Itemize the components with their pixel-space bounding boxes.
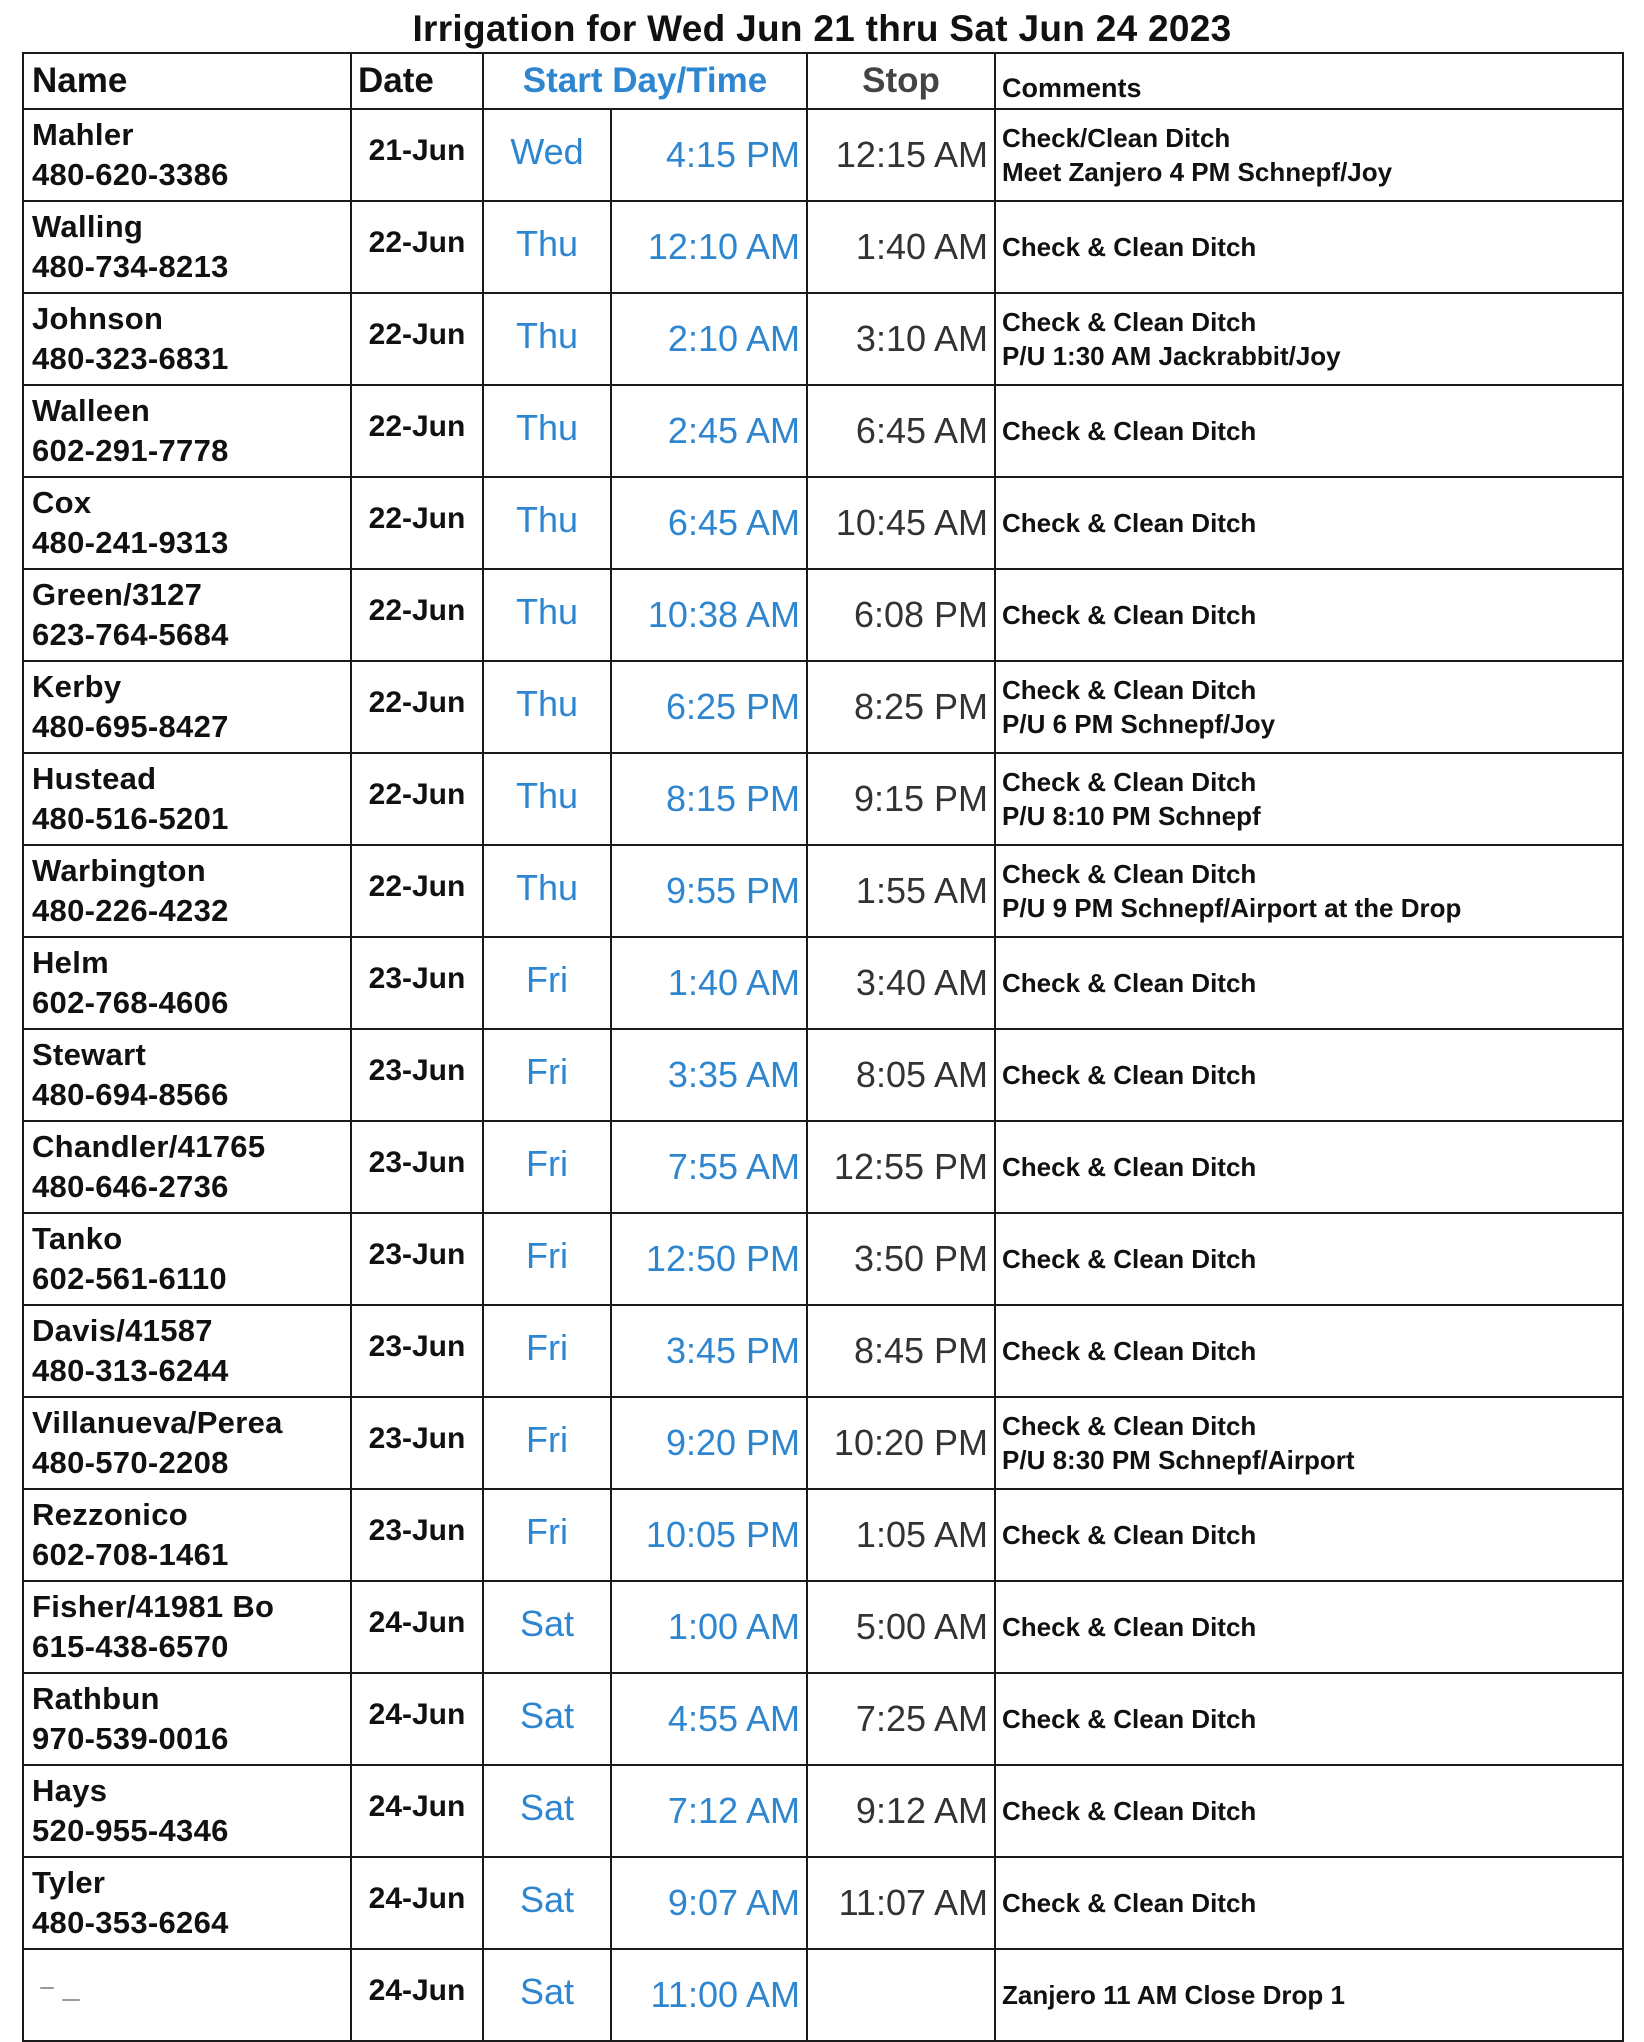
start-time-cell: 2:10 AM — [611, 293, 807, 385]
date-cell: 21-Jun — [351, 109, 483, 201]
phone-number: 480-313-6244 — [32, 1353, 229, 1388]
start-day-cell: Fri — [483, 1397, 611, 1489]
start-time-cell: 12:10 AM — [611, 201, 807, 293]
comment-line-1: Check & Clean Ditch — [1002, 675, 1257, 705]
comments-cell — [995, 293, 1623, 385]
comment-line-1: Check & Clean Ditch — [1002, 416, 1257, 446]
phone-number: 480-646-2736 — [32, 1169, 229, 1204]
person-name: Green/3127 — [32, 577, 203, 612]
date-cell: 24-Jun — [351, 1857, 483, 1949]
comments-cell — [995, 753, 1623, 845]
person-name: Walleen — [32, 393, 151, 428]
start-day-cell: Fri — [483, 1489, 611, 1581]
stop-time-cell: 10:20 PM — [807, 1397, 995, 1489]
stop-time-cell: 3:10 AM — [807, 293, 995, 385]
name-cell — [23, 1305, 351, 1397]
start-time-cell: 4:55 AM — [611, 1673, 807, 1765]
comment-line-2: P/U 8:30 PM Schnepf/Airport — [1002, 1445, 1355, 1475]
table-row — [23, 1305, 1623, 1397]
comments-cell — [995, 1581, 1623, 1673]
comment-line-1: Zanjero 11 AM Close Drop 1 — [1002, 1980, 1345, 2010]
date-cell: 23-Jun — [351, 1305, 483, 1397]
start-day-cell: Wed — [483, 109, 611, 201]
start-day-cell: Thu — [483, 661, 611, 753]
comment-line-1: Check/Clean Ditch — [1002, 123, 1231, 153]
person-name: Walling — [32, 209, 144, 244]
start-day-cell: Fri — [483, 1213, 611, 1305]
start-day-cell: Sat — [483, 1581, 611, 1673]
comments-cell — [995, 569, 1623, 661]
start-time-cell: 11:00 AM — [611, 1949, 807, 2041]
stop-time-cell: 3:50 PM — [807, 1213, 995, 1305]
stop-time-cell: 9:12 AM — [807, 1765, 995, 1857]
stop-time-cell: 7:25 AM — [807, 1673, 995, 1765]
person-name: Warbington — [32, 853, 207, 888]
name-cell — [23, 569, 351, 661]
phone-number: 602-291-7778 — [32, 433, 229, 468]
stop-time-cell: 6:45 AM — [807, 385, 995, 477]
header-name: Name — [23, 53, 351, 109]
date-cell: 23-Jun — [351, 1121, 483, 1213]
person-name: Chandler/41765 — [32, 1129, 266, 1164]
date-cell: 24-Jun — [351, 1949, 483, 2041]
comments-cell — [995, 1213, 1623, 1305]
comments-cell — [995, 201, 1623, 293]
comments-cell — [995, 937, 1623, 1029]
person-name: Fisher/41981 Bo — [32, 1589, 275, 1624]
person-name: Kerby — [32, 669, 122, 704]
table-row — [23, 753, 1623, 845]
person-name: Helm — [32, 945, 110, 980]
name-cell — [23, 1765, 351, 1857]
stop-time-cell: 10:45 AM — [807, 477, 995, 569]
comments-cell — [995, 845, 1623, 937]
phone-number: 480-226-4232 — [32, 893, 229, 928]
person-name: Stewart — [32, 1037, 147, 1072]
name-cell — [23, 1673, 351, 1765]
date-cell: 22-Jun — [351, 661, 483, 753]
person-name: Hustead — [32, 761, 157, 796]
date-cell: 22-Jun — [351, 753, 483, 845]
start-time-cell: 12:50 PM — [611, 1213, 807, 1305]
comment-line-1: Check & Clean Ditch — [1002, 859, 1257, 889]
start-day-cell: Thu — [483, 753, 611, 845]
phone-number: 615-438-6570 — [32, 1629, 229, 1664]
name-cell — [23, 293, 351, 385]
comment-line-1: Check & Clean Ditch — [1002, 1244, 1257, 1274]
comment-line-1: Check & Clean Ditch — [1002, 968, 1257, 998]
stop-time-cell: 3:40 AM — [807, 937, 995, 1029]
comment-line-1: Check & Clean Ditch — [1002, 307, 1257, 337]
phone-number: 623-764-5684 — [32, 617, 229, 652]
start-time-cell: 3:45 PM — [611, 1305, 807, 1397]
comments-cell — [995, 661, 1623, 753]
table-row — [23, 1029, 1623, 1121]
comments-cell — [995, 477, 1623, 569]
start-time-cell: 3:35 AM — [611, 1029, 807, 1121]
date-cell: 23-Jun — [351, 1029, 483, 1121]
name-cell — [23, 477, 351, 569]
start-day-cell: Fri — [483, 1029, 611, 1121]
start-time-cell: 9:20 PM — [611, 1397, 807, 1489]
table-row — [23, 1121, 1623, 1213]
sheet-title: Irrigation for Wed Jun 21 thru Sat Jun 24 2023 — [412, 8, 1232, 49]
person-name: Hays — [32, 1773, 108, 1808]
start-time-cell: 1:40 AM — [611, 937, 807, 1029]
person-name: Tyler — [32, 1865, 106, 1900]
name-cell — [23, 753, 351, 845]
comments-cell — [995, 1765, 1623, 1857]
person-name: Cox — [32, 485, 92, 520]
name-cell — [23, 845, 351, 937]
table-row — [23, 1857, 1623, 1949]
name-cell — [23, 1029, 351, 1121]
date-cell: 22-Jun — [351, 293, 483, 385]
comments-cell — [995, 1029, 1623, 1121]
date-cell: 23-Jun — [351, 1489, 483, 1581]
comments-cell — [995, 1305, 1623, 1397]
start-day-cell: Thu — [483, 293, 611, 385]
phone-number: 480-516-5201 — [32, 801, 229, 836]
person-name: Rezzonico — [32, 1497, 188, 1532]
comment-line-1: Check & Clean Ditch — [1002, 508, 1257, 538]
table-body — [23, 109, 1623, 2041]
date-cell: 24-Jun — [351, 1673, 483, 1765]
comment-line-1: Check & Clean Ditch — [1002, 767, 1257, 797]
comments-cell — [995, 1397, 1623, 1489]
start-day-cell: Thu — [483, 477, 611, 569]
table-row — [23, 845, 1623, 937]
name-cell — [23, 1121, 351, 1213]
phone-number: 480-241-9313 — [32, 525, 229, 560]
comment-line-1: Check & Clean Ditch — [1002, 232, 1257, 262]
date-cell: 24-Jun — [351, 1581, 483, 1673]
start-time-cell: 8:15 PM — [611, 753, 807, 845]
name-cell — [23, 1949, 351, 2041]
date-cell: 22-Jun — [351, 201, 483, 293]
table-row — [23, 937, 1623, 1029]
person-name: Rathbun — [32, 1681, 160, 1716]
start-time-cell: 4:15 PM — [611, 109, 807, 201]
comments-cell — [995, 109, 1623, 201]
start-time-cell: 9:55 PM — [611, 845, 807, 937]
phone-number: 520-955-4346 — [32, 1813, 229, 1848]
stop-time-cell: 6:08 PM — [807, 569, 995, 661]
stop-time-cell: 1:55 AM — [807, 845, 995, 937]
phone-number: 480-323-6831 — [32, 341, 229, 376]
start-time-cell: 10:38 AM — [611, 569, 807, 661]
comment-line-1: Check & Clean Ditch — [1002, 1060, 1257, 1090]
phone-number: 480-570-2208 — [32, 1445, 229, 1480]
start-time-cell: 10:05 PM — [611, 1489, 807, 1581]
header-start: Start Day/Time — [483, 53, 807, 109]
irrigation-table — [22, 52, 1624, 2042]
table-row — [23, 1949, 1623, 2041]
name-cell — [23, 1397, 351, 1489]
table-row — [23, 109, 1623, 201]
start-day-cell: Thu — [483, 201, 611, 293]
table-row — [23, 1673, 1623, 1765]
date-cell: 23-Jun — [351, 1213, 483, 1305]
table-row — [23, 1581, 1623, 1673]
date-cell: 22-Jun — [351, 845, 483, 937]
comment-line-2: P/U 1:30 AM Jackrabbit/Joy — [1002, 341, 1341, 371]
start-day-cell: Thu — [483, 385, 611, 477]
comment-line-1: Check & Clean Ditch — [1002, 1152, 1257, 1182]
start-day-cell: Sat — [483, 1949, 611, 2041]
comment-line-1: Check & Clean Ditch — [1002, 1520, 1257, 1550]
name-cell — [23, 661, 351, 753]
start-time-cell: 1:00 AM — [611, 1581, 807, 1673]
comment-line-1: Check & Clean Ditch — [1002, 600, 1257, 630]
comments-cell — [995, 1857, 1623, 1949]
phone-number: 602-708-1461 — [32, 1537, 229, 1572]
table-row — [23, 661, 1623, 753]
name-cell — [23, 937, 351, 1029]
name-cell — [23, 201, 351, 293]
phone-number: 602-768-4606 — [32, 985, 229, 1020]
person-name: Tanko — [32, 1221, 123, 1256]
start-time-cell: 2:45 AM — [611, 385, 807, 477]
person-name: Davis/41587 — [32, 1313, 213, 1348]
phone-number: 970-539-0016 — [32, 1721, 229, 1756]
comment-line-1: Check & Clean Ditch — [1002, 1796, 1257, 1826]
header-stop: Stop — [807, 53, 995, 109]
table-row — [23, 1765, 1623, 1857]
name-cell — [23, 1857, 351, 1949]
stop-time-cell: 1:05 AM — [807, 1489, 995, 1581]
comment-line-1: Check & Clean Ditch — [1002, 1704, 1257, 1734]
start-day-cell: Sat — [483, 1673, 611, 1765]
start-day-cell: Fri — [483, 1305, 611, 1397]
phone-number: 480-694-8566 — [32, 1077, 229, 1112]
comment-line-1: Check & Clean Ditch — [1002, 1888, 1257, 1918]
stop-time-cell: 11:07 AM — [807, 1857, 995, 1949]
stop-time-cell: 5:00 AM — [807, 1581, 995, 1673]
date-cell: 22-Jun — [351, 477, 483, 569]
date-cell: 22-Jun — [351, 385, 483, 477]
table-row — [23, 385, 1623, 477]
date-cell: 22-Jun — [351, 569, 483, 661]
start-time-cell: 7:55 AM — [611, 1121, 807, 1213]
comments-cell — [995, 1121, 1623, 1213]
comments-cell — [995, 385, 1623, 477]
start-time-cell: 6:45 AM — [611, 477, 807, 569]
stop-time-cell: 1:40 AM — [807, 201, 995, 293]
start-time-cell: 6:25 PM — [611, 661, 807, 753]
table-row — [23, 293, 1623, 385]
start-day-cell: Thu — [483, 569, 611, 661]
comment-line-2: P/U 8:10 PM Schnepf — [1002, 801, 1261, 831]
date-cell: 23-Jun — [351, 1397, 483, 1489]
stop-time-cell: 9:15 PM — [807, 753, 995, 845]
stop-time-cell: 8:25 PM — [807, 661, 995, 753]
start-time-cell: 9:07 AM — [611, 1857, 807, 1949]
date-cell: 23-Jun — [351, 937, 483, 1029]
stop-time-cell — [807, 1949, 995, 2041]
stop-time-cell: 8:05 AM — [807, 1029, 995, 1121]
comments-cell — [995, 1949, 1623, 2041]
comments-cell — [995, 1489, 1623, 1581]
comment-line-1: Check & Clean Ditch — [1002, 1411, 1257, 1441]
person-name: Villanueva/Perea — [32, 1405, 283, 1440]
comments-cell — [995, 1673, 1623, 1765]
table-row — [23, 569, 1623, 661]
person-name: Johnson — [32, 301, 164, 336]
name-cell — [23, 385, 351, 477]
phone-number: 602-561-6110 — [32, 1261, 227, 1296]
name-cell — [23, 1489, 351, 1581]
name-cell — [23, 1581, 351, 1673]
comment-line-2: P/U 9 PM Schnepf/Airport at the Drop — [1002, 893, 1462, 923]
start-day-cell: Sat — [483, 1857, 611, 1949]
stop-time-cell: 12:55 PM — [807, 1121, 995, 1213]
phone-number: 480-734-8213 — [32, 249, 229, 284]
table-row — [23, 477, 1623, 569]
comment-line-1: Check & Clean Ditch — [1002, 1612, 1257, 1642]
start-day-cell: Thu — [483, 845, 611, 937]
phone-number: 480-620-3386 — [32, 157, 229, 192]
phone-number: 480-695-8427 — [32, 709, 229, 744]
start-day-cell: Fri — [483, 1121, 611, 1213]
comment-line-2: Meet Zanjero 4 PM Schnepf/Joy — [1002, 157, 1393, 187]
header-row — [23, 53, 1623, 109]
comment-line-2: P/U 6 PM Schnepf/Joy — [1002, 709, 1276, 739]
start-time-cell: 7:12 AM — [611, 1765, 807, 1857]
header-date: Date — [351, 53, 483, 109]
table-row — [23, 1213, 1623, 1305]
name-cell — [23, 1213, 351, 1305]
comment-line-1: Check & Clean Ditch — [1002, 1336, 1257, 1366]
start-day-cell: Fri — [483, 937, 611, 1029]
phone-number: 480-353-6264 — [32, 1905, 229, 1940]
stop-time-cell: 8:45 PM — [807, 1305, 995, 1397]
scan-smudge — [32, 1983, 92, 2007]
header-comments: Comments — [995, 53, 1623, 109]
table-row — [23, 1489, 1623, 1581]
stop-time-cell: 12:15 AM — [807, 109, 995, 201]
person-name: Mahler — [32, 117, 134, 152]
name-cell — [23, 109, 351, 201]
start-day-cell: Sat — [483, 1765, 611, 1857]
table-row — [23, 1397, 1623, 1489]
table-row — [23, 201, 1623, 293]
date-cell: 24-Jun — [351, 1765, 483, 1857]
